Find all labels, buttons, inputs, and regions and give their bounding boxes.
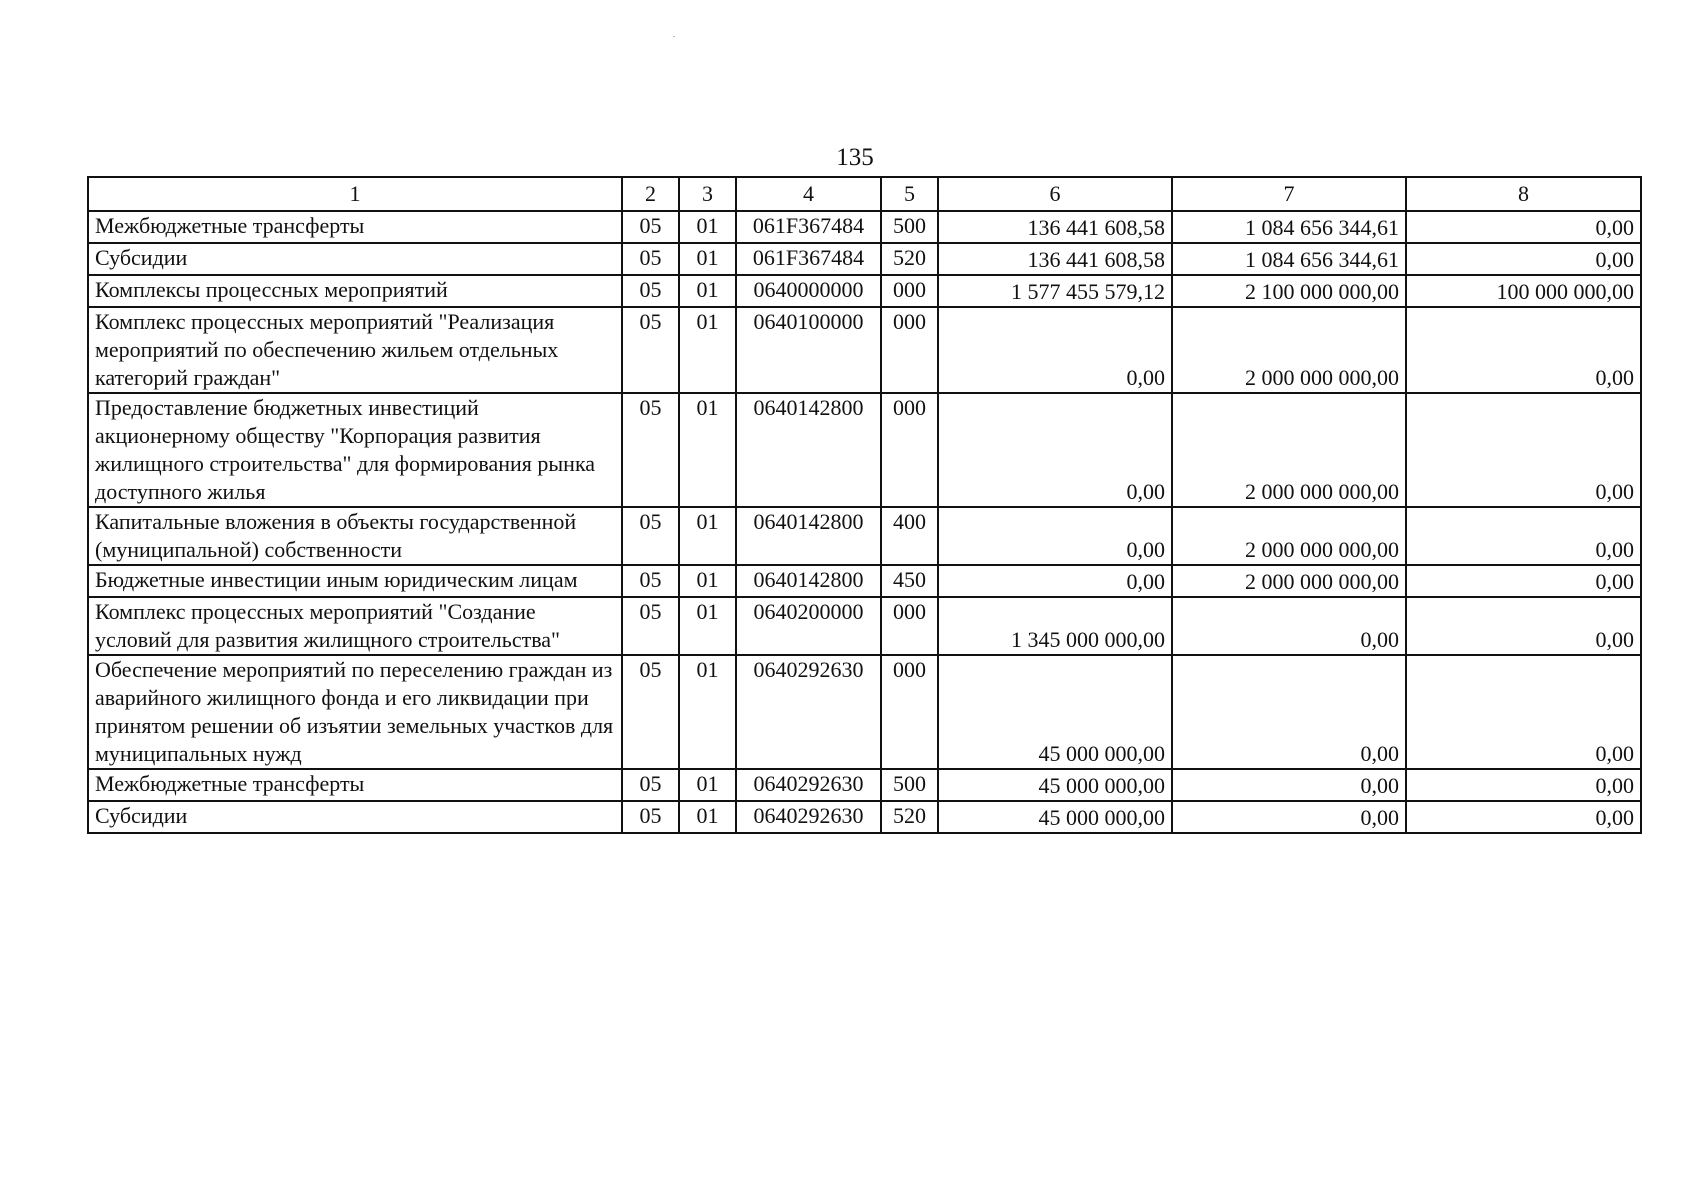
table-row bbox=[88, 275, 1641, 307]
table-row bbox=[88, 507, 1641, 565]
table-row bbox=[88, 565, 1641, 597]
row-target-code: 0640142800 bbox=[736, 393, 881, 507]
row-amount-8: 0,00 bbox=[1406, 655, 1641, 769]
row-name: Предоставление бюджетных инвестиций акционерному обществу "Корпорация развития жилищного строительства" для формирования рынка доступного жилья bbox=[88, 393, 622, 507]
row-amount-7: 2 000 000 000,00 bbox=[1172, 565, 1406, 597]
row-expense-type: 000 bbox=[881, 307, 938, 393]
row-name: Комплекс процессных мероприятий "Реализация мероприятий по обеспечению жильем отдельных категорий граждан" bbox=[88, 307, 622, 393]
column-header: 2 bbox=[622, 177, 679, 211]
row-section-code: 05 bbox=[622, 597, 679, 655]
row-amount-8: 0,00 bbox=[1406, 597, 1641, 655]
table-row bbox=[88, 243, 1641, 275]
row-amount-7: 0,00 bbox=[1172, 655, 1406, 769]
row-amount-6: 45 000 000,00 bbox=[938, 769, 1172, 801]
row-subsection-code: 01 bbox=[679, 565, 736, 597]
page-number: 135 bbox=[836, 144, 874, 171]
budget-table bbox=[87, 176, 1642, 834]
row-target-code: 0640000000 bbox=[736, 275, 881, 307]
row-section-code: 05 bbox=[622, 307, 679, 393]
row-amount-6: 136 441 608,58 bbox=[938, 211, 1172, 243]
row-amount-8: 0,00 bbox=[1406, 507, 1641, 565]
row-amount-7: 2 000 000 000,00 bbox=[1172, 507, 1406, 565]
table-body bbox=[88, 177, 1641, 833]
row-name: Комплекс процессных мероприятий "Создание условий для развития жилищного строительства" bbox=[88, 597, 622, 655]
row-amount-6: 45 000 000,00 bbox=[938, 801, 1172, 833]
row-target-code: 0640292630 bbox=[736, 655, 881, 769]
row-target-code: 0640292630 bbox=[736, 801, 881, 833]
column-header: 6 bbox=[938, 177, 1172, 211]
row-expense-type: 000 bbox=[881, 275, 938, 307]
row-target-code: 0640142800 bbox=[736, 507, 881, 565]
row-section-code: 05 bbox=[622, 655, 679, 769]
table-row bbox=[88, 211, 1641, 243]
column-header: 1 bbox=[88, 177, 622, 211]
row-target-code: 0640200000 bbox=[736, 597, 881, 655]
row-amount-8: 0,00 bbox=[1406, 393, 1641, 507]
row-section-code: 05 bbox=[622, 801, 679, 833]
row-subsection-code: 01 bbox=[679, 801, 736, 833]
row-subsection-code: 01 bbox=[679, 507, 736, 565]
row-target-code: 0640100000 bbox=[736, 307, 881, 393]
row-amount-7: 1 084 656 344,61 bbox=[1172, 243, 1406, 275]
row-name: Обеспечение мероприятий по переселению граждан из аварийного жилищного фонда и его ликвидации при принятом решении об изъятии земельных участков для муниципальных нужд bbox=[88, 655, 622, 769]
row-name: Капитальные вложения в объекты государственной (муниципальной) собственности bbox=[88, 507, 622, 565]
row-section-code: 05 bbox=[622, 393, 679, 507]
table-row bbox=[88, 307, 1641, 393]
column-header: 4 bbox=[736, 177, 881, 211]
table-row bbox=[88, 801, 1641, 833]
row-amount-6: 136 441 608,58 bbox=[938, 243, 1172, 275]
column-header: 8 bbox=[1406, 177, 1641, 211]
column-header: 5 bbox=[881, 177, 938, 211]
column-header: 7 bbox=[1172, 177, 1406, 211]
row-subsection-code: 01 bbox=[679, 769, 736, 801]
row-subsection-code: 01 bbox=[679, 211, 736, 243]
table-row bbox=[88, 393, 1641, 507]
row-amount-7: 2 100 000 000,00 bbox=[1172, 275, 1406, 307]
row-name: Межбюджетные трансферты bbox=[88, 211, 622, 243]
row-amount-8: 0,00 bbox=[1406, 211, 1641, 243]
row-expense-type: 520 bbox=[881, 243, 938, 275]
row-expense-type: 500 bbox=[881, 211, 938, 243]
row-target-code: 061F367484 bbox=[736, 243, 881, 275]
row-amount-8: 0,00 bbox=[1406, 565, 1641, 597]
row-section-code: 05 bbox=[622, 769, 679, 801]
row-amount-6: 45 000 000,00 bbox=[938, 655, 1172, 769]
table-header-row bbox=[88, 177, 1641, 211]
row-expense-type: 000 bbox=[881, 655, 938, 769]
row-section-code: 05 bbox=[622, 507, 679, 565]
row-subsection-code: 01 bbox=[679, 243, 736, 275]
row-name: Комплексы процессных мероприятий bbox=[88, 275, 622, 307]
row-name: Субсидии bbox=[88, 243, 622, 275]
row-amount-6: 0,00 bbox=[938, 393, 1172, 507]
row-subsection-code: 01 bbox=[679, 597, 736, 655]
row-subsection-code: 01 bbox=[679, 307, 736, 393]
row-amount-6: 1 345 000 000,00 bbox=[938, 597, 1172, 655]
row-target-code: 0640292630 bbox=[736, 769, 881, 801]
row-amount-6: 0,00 bbox=[938, 507, 1172, 565]
row-amount-8: 0,00 bbox=[1406, 307, 1641, 393]
row-amount-7: 0,00 bbox=[1172, 801, 1406, 833]
row-amount-6: 1 577 455 579,12 bbox=[938, 275, 1172, 307]
row-target-code: 0640142800 bbox=[736, 565, 881, 597]
row-name: Межбюджетные трансферты bbox=[88, 769, 622, 801]
row-name: Субсидии bbox=[88, 801, 622, 833]
row-subsection-code: 01 bbox=[679, 655, 736, 769]
column-header: 3 bbox=[679, 177, 736, 211]
table-row bbox=[88, 597, 1641, 655]
row-amount-6: 0,00 bbox=[938, 307, 1172, 393]
row-expense-type: 000 bbox=[881, 393, 938, 507]
row-subsection-code: 01 bbox=[679, 275, 736, 307]
row-expense-type: 450 bbox=[881, 565, 938, 597]
table-row bbox=[88, 769, 1641, 801]
row-amount-6: 0,00 bbox=[938, 565, 1172, 597]
row-section-code: 05 bbox=[622, 243, 679, 275]
row-amount-7: 0,00 bbox=[1172, 597, 1406, 655]
row-amount-7: 2 000 000 000,00 bbox=[1172, 307, 1406, 393]
row-section-code: 05 bbox=[622, 275, 679, 307]
row-expense-type: 520 bbox=[881, 801, 938, 833]
row-amount-7: 2 000 000 000,00 bbox=[1172, 393, 1406, 507]
row-amount-7: 0,00 bbox=[1172, 769, 1406, 801]
row-name: Бюджетные инвестиции иным юридическим лицам bbox=[88, 565, 622, 597]
row-section-code: 05 bbox=[622, 211, 679, 243]
table-row bbox=[88, 655, 1641, 769]
row-amount-8: 0,00 bbox=[1406, 243, 1641, 275]
row-subsection-code: 01 bbox=[679, 393, 736, 507]
row-amount-7: 1 084 656 344,61 bbox=[1172, 211, 1406, 243]
row-section-code: 05 bbox=[622, 565, 679, 597]
row-target-code: 061F367484 bbox=[736, 211, 881, 243]
scan-artifact bbox=[673, 36, 675, 37]
row-expense-type: 400 bbox=[881, 507, 938, 565]
row-expense-type: 000 bbox=[881, 597, 938, 655]
row-expense-type: 500 bbox=[881, 769, 938, 801]
row-amount-8: 100 000 000,00 bbox=[1406, 275, 1641, 307]
row-amount-8: 0,00 bbox=[1406, 769, 1641, 801]
row-amount-8: 0,00 bbox=[1406, 801, 1641, 833]
